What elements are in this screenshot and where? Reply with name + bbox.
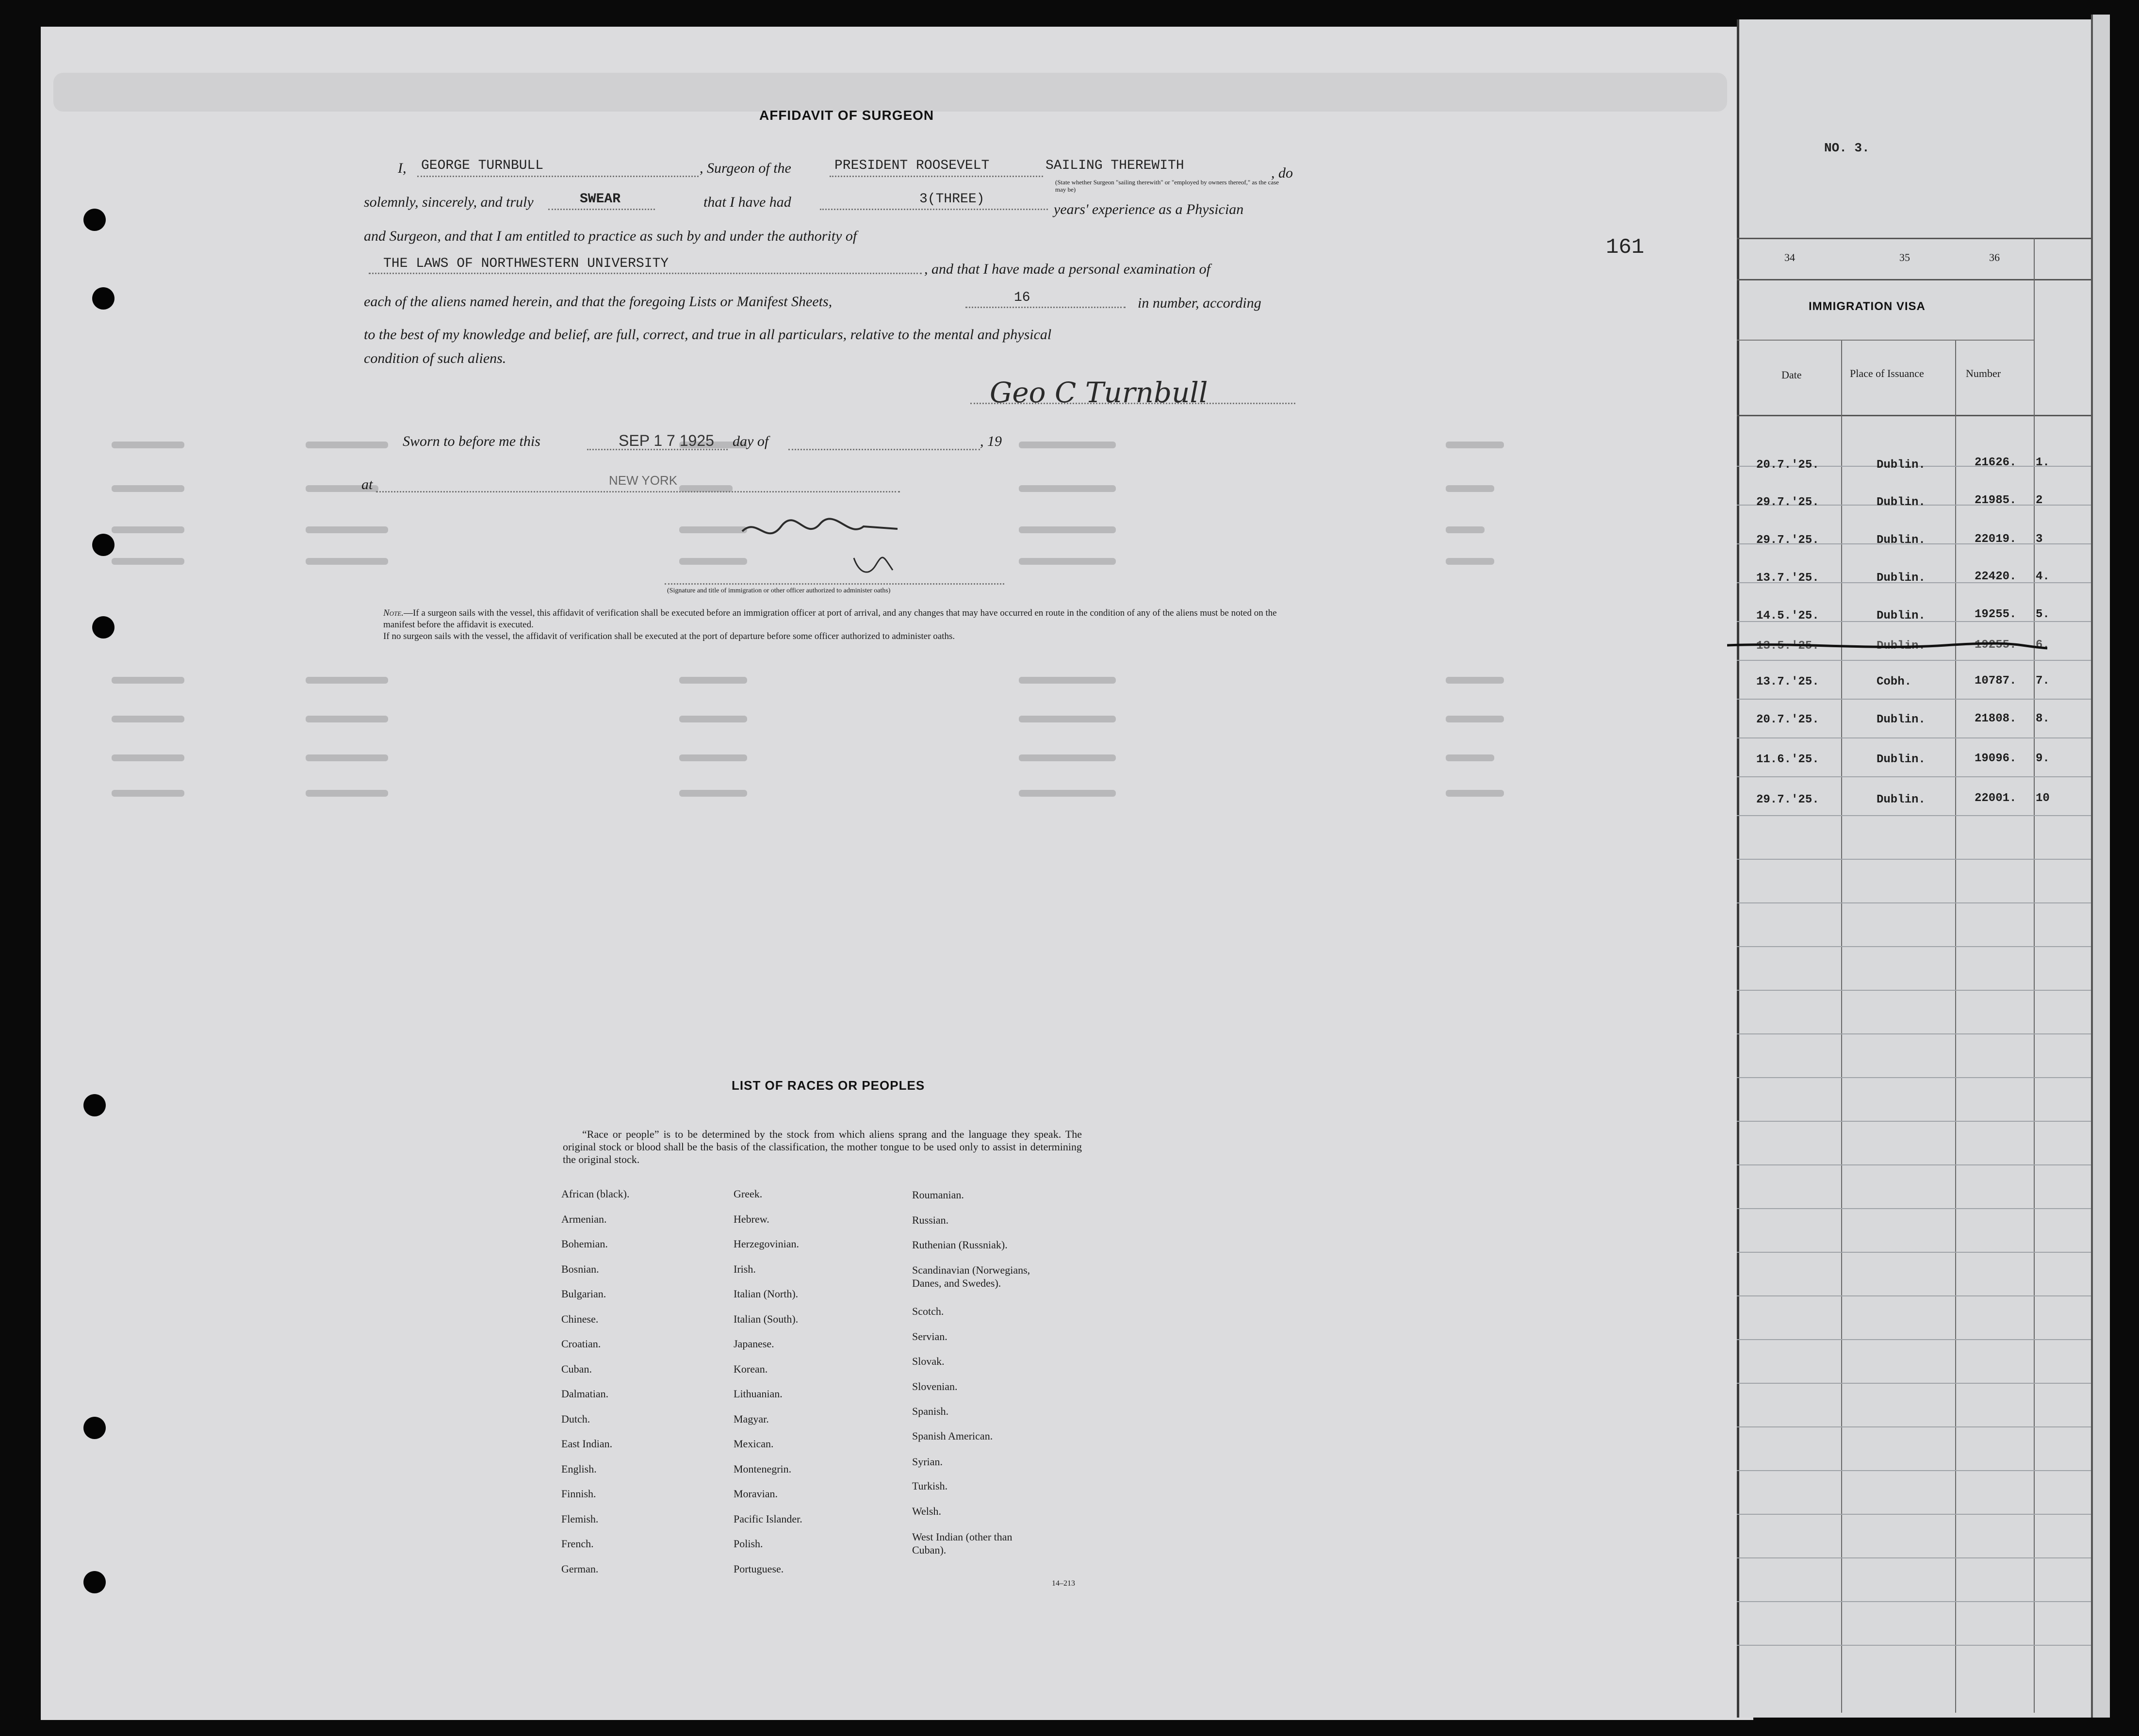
visa-number: 21985. — [1975, 494, 2017, 507]
race-item: Chinese. — [561, 1312, 599, 1325]
visa-line: 6. — [2036, 639, 2050, 652]
race-item: Flemish. — [561, 1512, 599, 1525]
note-label: Note. — [383, 608, 404, 618]
visa-line: 3 — [2036, 533, 2043, 546]
manifest-sheet — [41, 27, 1753, 1720]
visa-number: 21808. — [1975, 712, 2017, 725]
visa-date: 11.6.'25. — [1756, 753, 1819, 766]
visa-col-number: 36 — [1989, 251, 2000, 263]
punch-hole — [92, 534, 114, 556]
visa-col-number: 34 — [1784, 251, 1795, 263]
visa-date: 13.5.'25. — [1756, 639, 1819, 653]
races-title: LIST OF RACES OR PEOPLES — [732, 1078, 925, 1093]
affidavit-note — [383, 607, 1300, 642]
visa-line: 2 — [2036, 494, 2043, 507]
race-item: Portuguese. — [734, 1562, 784, 1575]
punch-hole — [83, 1094, 106, 1116]
visa-title: IMMIGRATION VISA — [1809, 300, 1926, 313]
race-item: Greek. — [734, 1188, 763, 1200]
visa-place: Dublin. — [1877, 534, 1926, 547]
sworn-year: , 19 — [980, 433, 1002, 449]
race-item: Japanese. — [734, 1338, 774, 1350]
vessel-name: PRESIDENT ROOSEVELT — [834, 158, 990, 173]
punch-hole — [92, 287, 114, 310]
sworn-label: Sworn to before me this — [403, 433, 540, 449]
strikethrough-line — [1727, 639, 2047, 654]
visa-line: 4. — [2036, 570, 2050, 583]
race-item: Russian. — [912, 1214, 949, 1226]
authority: THE LAWS OF NORTHWESTERN UNIVERSITY — [383, 256, 669, 271]
visa-date: 20.7.'25. — [1756, 459, 1819, 472]
visa-place: Dublin. — [1877, 609, 1926, 622]
race-item: Magyar. — [734, 1412, 769, 1425]
affidavit-line1-end: , do — [1271, 165, 1293, 181]
oath: SWEAR — [580, 192, 621, 207]
surgeon-signature: Geo C Turnbull — [990, 376, 1208, 409]
race-item: Danes, and Swedes). — [912, 1277, 1001, 1289]
race-item: Slovenian. — [912, 1380, 958, 1392]
race-item: Irish. — [734, 1262, 756, 1275]
race-item: Pacific Islander. — [734, 1512, 802, 1525]
years-experience: 3(THREE) — [919, 192, 985, 207]
race-item: Lithuanian. — [734, 1388, 783, 1400]
affidavit-title: AFFIDAVIT OF SURGEON — [759, 108, 934, 123]
punch-hole — [83, 209, 106, 231]
race-item: Italian (North). — [734, 1288, 799, 1300]
affidavit-i: I, — [398, 160, 407, 176]
affidavit-line4-end: , and that I have made a personal examination of — [924, 261, 1210, 277]
officer-signature-caption: (Signature and title of immigration or other officer authorized to administer oaths) — [667, 587, 891, 594]
race-item: West Indian (other than — [912, 1531, 1012, 1543]
visa-place: Dublin. — [1877, 639, 1926, 653]
visa-date: 29.7.'25. — [1756, 793, 1819, 806]
visa-header-number: Number — [1966, 367, 2001, 379]
race-item: Scotch. — [912, 1305, 944, 1317]
surgeon-name: GEORGE TURNBULL — [421, 158, 544, 173]
visa-number: 22001. — [1975, 792, 2017, 805]
visa-date: 14.5.'25. — [1756, 609, 1819, 622]
race-item: African (black). — [561, 1188, 630, 1200]
race-item: Montenegrin. — [734, 1462, 792, 1475]
ghost-row — [97, 754, 1504, 764]
visa-header-date: Date — [1781, 369, 1802, 381]
race-item: Turkish. — [912, 1480, 948, 1492]
visa-line: 8. — [2036, 712, 2050, 725]
affidavit-line5-start: each of the aliens named herein, and that the foregoing Lists or Manifest Sheets, — [364, 294, 833, 310]
race-item: Hebrew. — [734, 1212, 769, 1225]
at-label: at — [361, 476, 373, 492]
visa-line: 1. — [2036, 456, 2050, 469]
visa-place: Cobh. — [1877, 675, 1912, 688]
visa-line: 7. — [2036, 674, 2050, 688]
race-item: Roumanian. — [912, 1189, 964, 1201]
visa-line: 5. — [2036, 608, 2050, 621]
affidavit-line2-mid: that I have had — [703, 194, 791, 210]
affidavit-line7: condition of such aliens. — [364, 350, 506, 366]
race-item: Cuban). — [912, 1544, 947, 1556]
punch-hole — [83, 1571, 106, 1593]
visa-number: 22420. — [1975, 570, 2017, 583]
race-item: Dutch. — [561, 1412, 590, 1425]
visa-grid — [1737, 233, 2091, 1713]
race-item: Moravian. — [734, 1488, 778, 1500]
race-item: Servian. — [912, 1330, 947, 1343]
race-item: Herzegovinian. — [734, 1238, 799, 1250]
visa-place: Dublin. — [1877, 793, 1926, 806]
bleed-through-header — [53, 73, 1727, 112]
visa-date: 20.7.'25. — [1756, 713, 1819, 726]
affidavit-line1-mid: , Surgeon of the — [700, 160, 791, 176]
ghost-row — [97, 716, 1504, 725]
races-intro: “Race or people” is to be determined by the stock from which aliens sprang and the language they speak. The original stock or blood shall be the basis of the classification, the mother tongue to be used only to assist in determining the original stock. — [563, 1128, 1082, 1165]
race-item: Korean. — [734, 1362, 768, 1375]
ghost-row — [97, 677, 1504, 687]
race-item: Slovak. — [912, 1355, 945, 1367]
affidavit-line3: and Surgeon, and that I am entitled to practice as such by and under the authority of — [364, 228, 857, 244]
race-item: English. — [561, 1462, 597, 1475]
affidavit-line2-end: years' experience as a Physician — [1054, 201, 1244, 217]
race-item: Mexican. — [734, 1438, 774, 1450]
note-line1: —If a surgeon sails with the vessel, this affidavit of verification shall be executed before an immigration officer at port of arrival, and any changes that may have occurred en route in the condition of any of the aliens must be noted on the manifest before the affidavit is executed. — [383, 608, 1277, 630]
visa-date: 29.7.'25. — [1756, 496, 1819, 509]
visa-number: 19255. — [1975, 639, 2017, 652]
race-item: Scandinavian (Norwegians, — [912, 1264, 1030, 1276]
visa-number: 22019. — [1975, 533, 2017, 546]
visa-place: Dublin. — [1877, 572, 1926, 585]
visa-place: Dublin. — [1877, 753, 1926, 766]
race-item: Croatian. — [561, 1338, 601, 1350]
visa-line: 9. — [2036, 752, 2050, 765]
visa-date: 29.7.'25. — [1756, 534, 1819, 547]
race-item: French. — [561, 1538, 594, 1550]
visa-line: 10 — [2036, 792, 2050, 805]
race-item: Bohemian. — [561, 1238, 608, 1250]
visa-number: 10787. — [1975, 674, 2017, 688]
sheet-number: NO. 3. — [1824, 141, 1870, 155]
sworn-date-stamp: SEP 1 7 1925 — [619, 432, 714, 449]
ghost-row — [97, 485, 1504, 495]
visa-place: Dublin. — [1877, 713, 1926, 726]
visa-place: Dublin. — [1877, 459, 1926, 472]
ghost-row — [97, 790, 1504, 800]
race-item: Finnish. — [561, 1488, 596, 1500]
visa-header-place: Place of Issuance — [1850, 367, 1924, 379]
race-item: East Indian. — [561, 1438, 613, 1450]
visa-number: 19255. — [1975, 608, 2017, 621]
punch-hole — [83, 1417, 106, 1439]
sailing-note: (State whether Surgeon "sailing therewith" or "employed by owners thereof," as the case may be) — [1055, 179, 1279, 193]
note-line2: If no surgeon sails with the vessel, the affidavit of verification shall be executed at the port of departure before some officer authorized to administer oaths. — [383, 631, 955, 641]
visa-date: 13.7.'25. — [1756, 675, 1819, 688]
race-item: Spanish American. — [912, 1430, 993, 1442]
affidavit-line2-start: solemnly, sincerely, and truly — [364, 194, 534, 210]
race-item: Italian (South). — [734, 1312, 799, 1325]
page-number: 161 — [1606, 235, 1645, 260]
sheet-count: 16 — [1014, 290, 1030, 305]
race-item: Syrian. — [912, 1456, 943, 1468]
race-item: Bosnian. — [561, 1262, 599, 1275]
race-item: Dalmatian. — [561, 1388, 609, 1400]
affidavit-line5-end: in number, according — [1138, 295, 1261, 311]
page-edge — [2091, 15, 2110, 1718]
visa-place: Dublin. — [1877, 496, 1926, 509]
race-item: Ruthenian (Russniak). — [912, 1239, 1008, 1251]
race-item: Bulgarian. — [561, 1288, 606, 1300]
visa-number: 19096. — [1975, 752, 2017, 765]
punch-hole — [92, 616, 114, 639]
race-item: Polish. — [734, 1538, 763, 1550]
sailing-status: SAILING THEREWITH — [1045, 158, 1184, 173]
visa-date: 13.7.'25. — [1756, 572, 1819, 585]
visa-number: 21626. — [1975, 456, 2017, 469]
race-item: German. — [561, 1562, 599, 1575]
race-item: Armenian. — [561, 1212, 607, 1225]
sworn-day-label: day of — [733, 433, 769, 449]
officer-signature — [737, 512, 902, 585]
visa-col-number: 35 — [1899, 251, 1910, 263]
race-item: Welsh. — [912, 1505, 941, 1517]
race-item: Spanish. — [912, 1405, 949, 1417]
race-item: Cuban. — [561, 1362, 592, 1375]
place-stamp: NEW YORK — [609, 473, 678, 488]
form-number: 14–213 — [1052, 1579, 1075, 1588]
affidavit-line6: to the best of my knowledge and belief, are full, correct, and true in all particulars, relative to the mental and physical — [364, 327, 1052, 343]
